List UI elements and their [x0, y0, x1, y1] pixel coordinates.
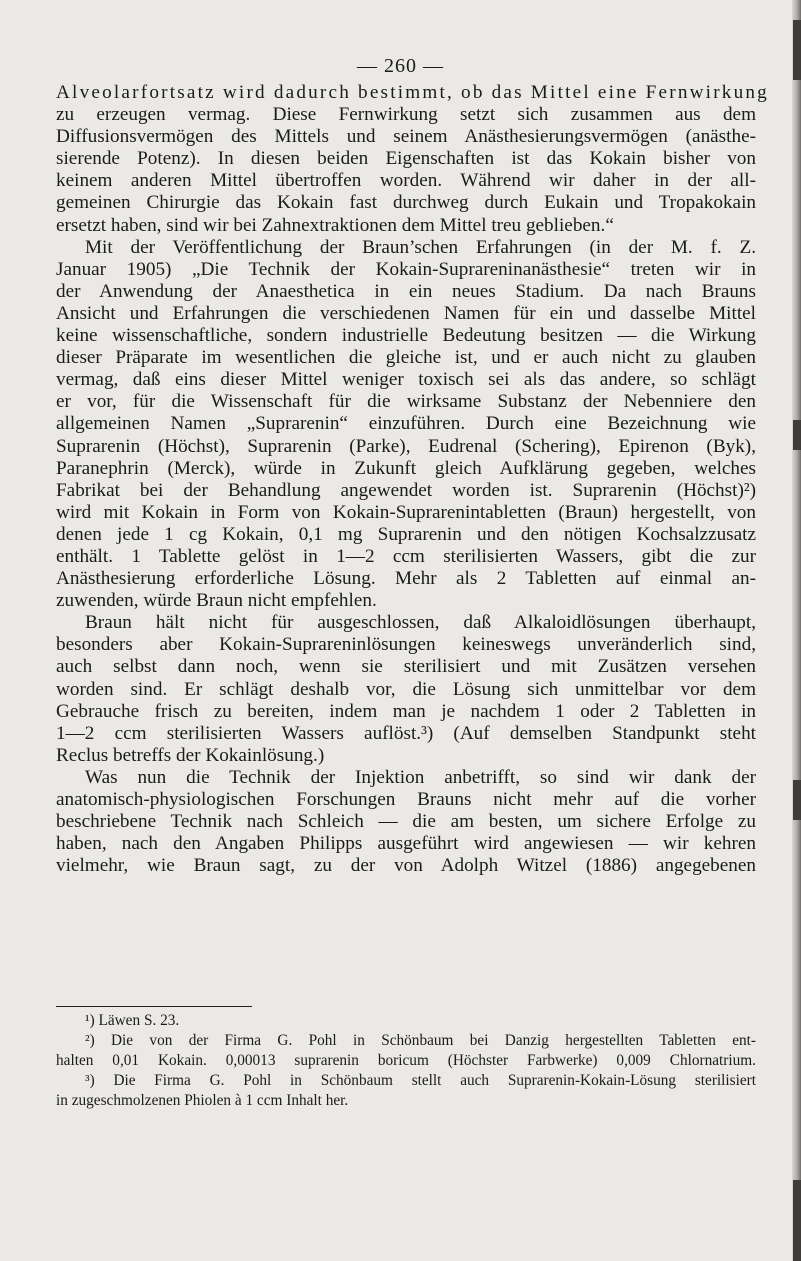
text-line: haben, nach den Angaben Philipps ausgeführt wird angewiesen — wir kehren [56, 833, 756, 855]
text-line: zu erzeugen vermag. Diese Fernwirkung setzt sich zusammen aus dem [56, 104, 756, 126]
footnote-rule [56, 1006, 252, 1007]
footnote-line: in zugeschmolzenen Phiolen à 1 ccm Inhalt her. [56, 1092, 349, 1109]
text-line: keine wissenschaftliche, sondern industrielle Bedeutung besitzen — die Wirkung [56, 325, 756, 347]
text-line: vielmehr, wie Braun sagt, zu der von Adolph Witzel (1886) angegebenen [56, 855, 756, 877]
text-line: anatomisch-physiologischen Forschungen Brauns nicht mehr auf die vorher [56, 789, 756, 810]
text-line: allgemeinen Namen „Suprarenin“ einzuführen. Durch eine Bezeichnung wie [56, 413, 756, 435]
text-line: gemeinen Chirurgie das Kokain fast durchweg durch Eukain und Tropakokain [56, 192, 756, 214]
footnote-line: halten 0,01 Kokain. 0,00013 suprarenin boricum (Höchster Farbwerke) 0,009 Chlornatrium. [56, 1052, 756, 1069]
text-line: enthält. 1 Tablette gelöst in 1—2 ccm sterilisierten Wassers, gibt die zur [56, 545, 756, 567]
text-line [56, 82, 769, 104]
text-line: Anästhesierung erforderliche Lösung. Mehr als 2 Tabletten auf einmal an- [56, 568, 756, 590]
text-line: Mit der Veröffentlichung der Braun’schen Erfahrungen (in der M. f. Z. [85, 236, 756, 258]
text-line: Reclus betreffs der Kokainlösung.) [56, 744, 325, 766]
text-line: Ansicht und Erfahrungen die verschiedenen Namen für ein und dasselbe Mittel [56, 302, 756, 324]
text-line-content: Alveolarfortsatz wird dadurch bestimmt, ob das Mittel eine Fernwirkung [56, 82, 769, 103]
text-line: Braun hält nicht für ausgeschlossen, daß Alkaloidlösungen überhaupt, [85, 612, 756, 634]
text-line: Suprarenin (Höchst), Suprarenin (Parke), Eudrenal (Schering), Epirenon (Byk), [56, 435, 756, 457]
text-line: Paranephrin (Merck), würde in Zukunft gleich Aufklärung gegeben, welches [56, 457, 756, 479]
text-line: ersetzt haben, sind wir bei Zahnextraktionen dem Mittel treu geblieben.“ [56, 214, 614, 236]
text-line: denen jede 1 cg Kokain, 0,1 mg Suprarenin und den nötigen Kochsalzzusatz [56, 523, 756, 545]
edge-mark [793, 780, 801, 820]
text-line: besonders aber Kokain-Suprareninlösungen keineswegs unveränderlich sind, [56, 634, 756, 656]
footnotes [56, 1011, 756, 1111]
footnote-line: ²) Die von der Firma G. Pohl in Schönbaum bei Danzig hergestellten Tabletten ent- [85, 1032, 756, 1049]
text-line: dieser Präparate im wesentlichen die gleiche ist, und er auch nicht zu glauben [56, 347, 756, 369]
text-line: Fabrikat bei der Behandlung angewendet worden ist. Suprarenin (Höchst)²) [56, 479, 756, 501]
edge-mark [793, 420, 801, 450]
text-line: beschriebene Technik nach Schleich — die am besten, um sichere Erfolge zu [56, 811, 756, 833]
text-line: Was nun die Technik der Injektion anbetrifft, so sind wir dank der [85, 766, 756, 788]
text-line: der Anwendung der Anaesthetica in ein neues Stadium. Da nach Brauns [56, 280, 756, 302]
text-line: sierende Potenz). In diesen beiden Eigenschaften ist das Kokain bisher von [56, 148, 756, 170]
page-number: — 260 — [357, 55, 444, 77]
text-line: er vor, für die Wissenschaft für die wirksame Substanz der Nebenniere den [56, 391, 756, 413]
text-line: keinem anderen Mittel übertroffen worden. Während wir daher in der all- [56, 170, 756, 192]
text-line: 1—2 ccm sterilisierten Wassers auflöst.³) (Auf demselben Standpunkt steht [56, 722, 756, 744]
text-line: zuwenden, würde Braun nicht empfehlen. [56, 590, 377, 612]
footnote-line: ¹) Läwen S. 23. [85, 1012, 180, 1029]
edge-mark [793, 1180, 801, 1261]
page-edge [792, 0, 801, 1261]
text-line: wird mit Kokain in Form von Kokain-Suprarenintabletten (Braun) hergestellt, von [56, 501, 756, 523]
text-line: vermag, daß eins dieser Mittel weniger toxisch sei als das andere, so schlägt [56, 369, 756, 391]
text-line: Januar 1905) „Die Technik der Kokain-Suprareninanästhesie“ treten wir in [56, 258, 756, 280]
main-text [56, 82, 769, 877]
text-line: auch selbst dann noch, wenn sie sterilisiert und mit Zusätzen versehen [56, 656, 756, 678]
footnote-line: ³) Die Firma G. Pohl in Schönbaum stellt auch Suprarenin-Kokain-Lösung sterilisiert [85, 1072, 756, 1089]
text-line: Diffusionsvermögen des Mittels und seinem Anästhesierungsvermögen (anästhe- [56, 126, 756, 148]
text-line: worden sind. Er schlägt deshalb vor, die Lösung sich unmittelbar vor dem [56, 678, 756, 700]
text-line: Gebrauche frisch zu bereiten, indem man je nachdem 1 oder 2 Tabletten in [56, 700, 756, 722]
